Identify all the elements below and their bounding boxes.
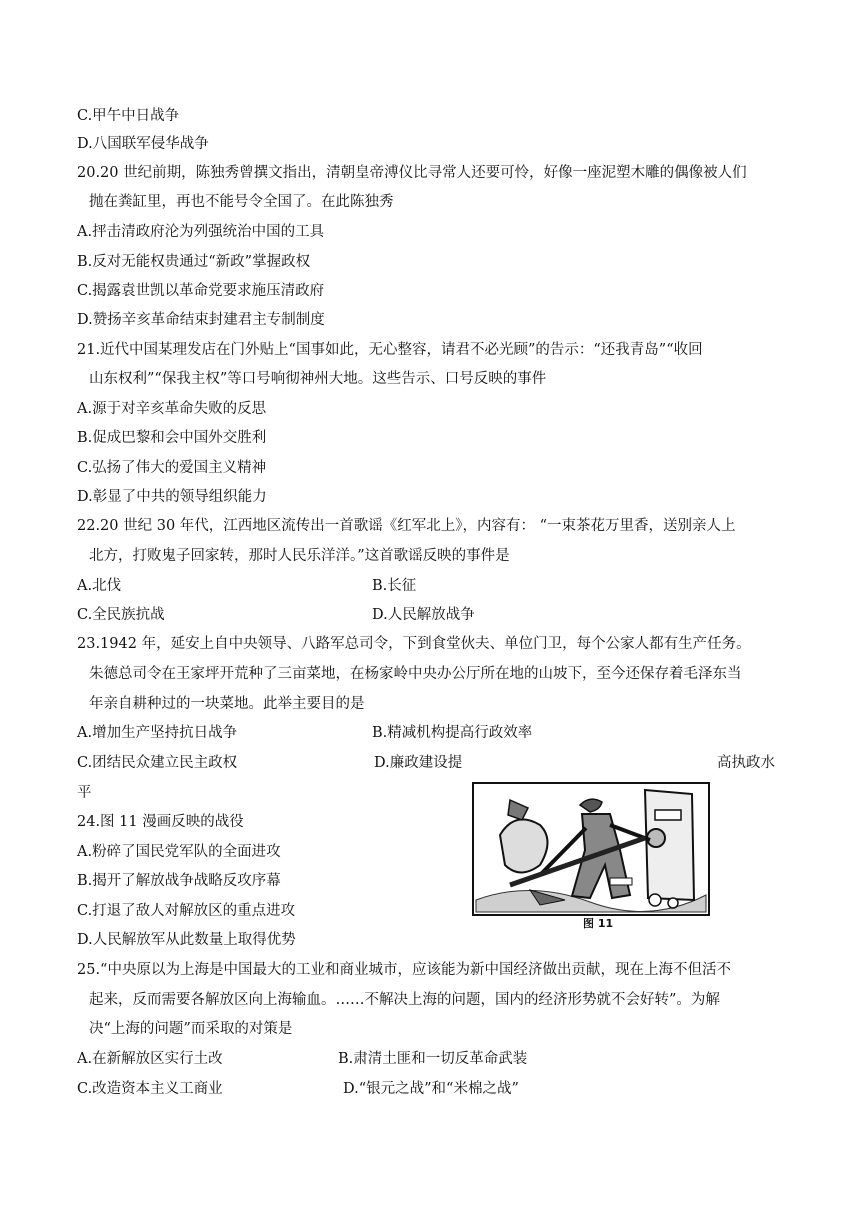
q23-stem-line3: 年亲自耕种过的一块菜地。此举主要目的是 [89, 696, 365, 712]
q19-option-c: C.甲午中日战争 [77, 108, 180, 124]
q22-option-d: D.人民解放战争 [372, 607, 475, 623]
q21-stem-line2: 山东权利”“保我主权”等口号响彻神州大地。这些告示、口号反映的事件 [89, 371, 547, 387]
q22-option-c: C.全民族抗战 [77, 607, 165, 623]
q23-stem-line1: 23.1942 年，延安上自中央领导、八路军总司令，下到食堂伙夫、单位门卫，每个公家人都有生产任务。 [77, 636, 751, 652]
q25-stem-line3: 决“上海的问题”而采取的对策是 [89, 1021, 293, 1037]
q20-option-a: A.抨击清政府沦为列强统治中国的工具 [77, 224, 325, 240]
q22-stem-line1: 22.20 世纪 30 年代，江西地区流传出一首歌谣《红军北上》，内容有： “一束茶花万里香，送别亲人上 [77, 518, 736, 534]
q23-option-d: D.廉政建设提 [374, 755, 463, 771]
q25-stem-line2: 起来，反而需要各解放区向上海输血。……不解决上海的问题，国内的经济形势就不会好转”。为解 [89, 992, 720, 1008]
q21-stem-line1: 21.近代中国某理发店在门外贴上“国事如此，无心整容，请君不必光顾”的告示：“还我青岛”“收回 [77, 342, 703, 358]
q23-option-d-tail: 高执政水 [717, 755, 775, 771]
q22-option-b: B.长征 [372, 578, 417, 594]
q21-option-d: D.彰显了中共的领导组织能力 [77, 489, 267, 505]
q22-stem-line2: 北方，打败鬼子回家转，那时人民乐洋洋。”这首歌谣反映的事件是 [89, 548, 510, 564]
figure-11-cartoon [470, 780, 712, 930]
q21-option-a: A.源于对辛亥革命失败的反思 [77, 401, 267, 417]
q20-option-b: B.反对无能权贵通过“新政”掌握政权 [77, 254, 311, 270]
q24-option-a: A.粉碎了国民党军队的全面进攻 [77, 844, 281, 860]
q23-option-a: A.增加生产坚持抗日战争 [77, 725, 238, 741]
q23-option-c: C.团结民众建立民主政权 [77, 755, 238, 771]
q20-option-c: C.揭露袁世凯以革命党要求施压清政府 [77, 283, 325, 299]
q25-option-a: A.在新解放区实行土改 [77, 1051, 223, 1067]
q19-option-d: D.八国联军侵华战争 [77, 136, 209, 152]
figure-11-caption: 图 11 [583, 917, 614, 930]
q23-option-d-end: 平 [77, 785, 92, 801]
cartoon-illustration [470, 780, 712, 930]
q24-option-c: C.打退了敌人对解放区的重点进攻 [77, 903, 296, 919]
q22-option-a: A.北伐 [77, 578, 122, 594]
q25-option-d: D.“银元之战”和“米棉之战” [343, 1081, 519, 1097]
q23-option-b: B.精减机构提高行政效率 [372, 725, 533, 741]
q21-option-c: C.弘扬了伟大的爱国主义精神 [77, 460, 267, 476]
q23-stem-line2: 朱德总司令在王家坪开荒种了三亩菜地，在杨家岭中央办公厅所在地的山坡下，至今还保存着毛泽东当 [89, 666, 742, 682]
q24-option-d: D.人民解放军从此数量上取得优势 [77, 932, 296, 948]
q25-option-c: C.改造资本主义工商业 [77, 1081, 223, 1097]
q25-option-b: B.肃清土匪和一切反革命武装 [338, 1051, 528, 1067]
q20-option-d: D.赞扬辛亥革命结束封建君主专制制度 [77, 312, 325, 328]
q24-option-b: B.揭开了解放战争战略反攻序幕 [77, 873, 281, 889]
q20-stem-line2: 抛在粪缸里，再也不能号令全国了。在此陈独秀 [89, 194, 394, 210]
q25-stem-line1: 25.“中央原以为上海是中国最大的工业和商业城市，应该能为新中国经济做出贡献，现在上海不但活不 [77, 962, 731, 978]
q20-stem-line1: 20.20 世纪前期，陈独秀曾撰文指出，清朝皇帝溥仪比寻常人还要可怜，好像一座泥塑木雕的偶像被人们 [77, 165, 747, 181]
q24-stem: 24.图 11 漫画反映的战役 [77, 814, 244, 830]
q21-option-b: B.促成巴黎和会中国外交胜利 [77, 430, 267, 446]
